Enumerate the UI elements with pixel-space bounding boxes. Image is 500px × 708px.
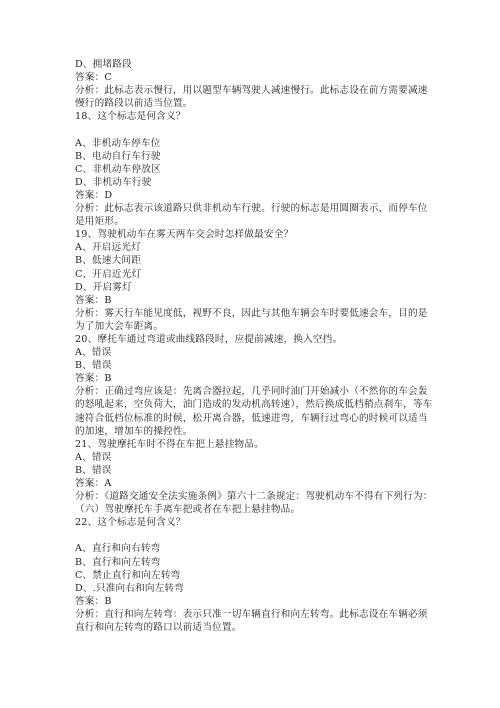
q19-question: 19、驾驶机动车在雾天两车交会时怎样做最安全？ (75, 229, 294, 241)
q18-analysis: 分析：此标志表示该道路只供非机动车行驶。行驶的标志是用圆圈表示，而停车位是用矩形。 (75, 203, 428, 228)
q19-analysis: 分析：雾天行车能见度低，视野不良，因此与其他车辆会车时要低速会车，目的是为了加大会车距离。 (75, 307, 428, 332)
q22-option-c: C、禁止直行和向左转弯 (75, 569, 181, 581)
q22-sign-space (75, 529, 435, 542)
q18-option-d: D、非机动车行驶 (75, 176, 152, 188)
q18-option-a: A、非机动车停车位 (75, 137, 161, 149)
q20-question: 20、摩托车通过弯道或曲线路段时，应提前减速，换入空挡。 (75, 333, 343, 345)
q19-option-c: C、开启近光灯 (75, 268, 142, 280)
q22-option-d: D、.只准向右和向左转弯 (75, 582, 185, 594)
q17-analysis: 分析：此标志表示慢行，用以题型车辆驾驶人减速慢行。此标志设在前方需要减速慢行的路段以前适当位置。 (75, 85, 428, 110)
q18-answer: 答案：D (75, 189, 113, 201)
q19-option-d: D、开启雾灯 (75, 281, 132, 293)
q21-option-b: B、错误 (75, 464, 112, 476)
q22-option-a: A、直行和向右转弯 (75, 543, 161, 555)
q18-option-b: B、电动自行车行驶 (75, 150, 161, 162)
q21-answer: 答案：A (75, 478, 112, 489)
q19-option-b: B、低速大间距 (75, 255, 142, 267)
document-page (75, 58, 435, 634)
q18-option-c: C、非机动车停放区 (75, 163, 161, 175)
q20-analysis: 分析：正确过弯应该是：先离合器拉起，几乎同时油门开始减小（不然你的车会轰的怒吼起来，空负荷大，油门造成的发动机高转速），然后换成低档稍点刹车，等车速符合低档位标准的时候，松开离合器，低速进弯，车辆行过弯心的时候可以适当的加速，增加车的操控性。 (75, 386, 433, 437)
q22-analysis: 分析：直行和向左转弯：表示只准一切车辆直行和向左转弯。此标志设在车辆必须直行和向左转弯的路口以前适当位置。 (75, 608, 428, 634)
q17-option-d: D、拥堵路段 (75, 59, 132, 70)
q18-question: 18、这个标志是何含义？ (75, 111, 186, 123)
q21-question: 21、驾驶摩托车时不得在车把上悬挂物品。 (75, 438, 264, 450)
q21-analysis: 分析：《道路交通安全法实施条例》第六十二条规定：驾驶机动车不得有下列行为：（六）驾驶摩托车手离车把或者在车把上悬挂物品。 (75, 491, 433, 516)
q18-sign-space (75, 123, 435, 136)
q17-answer: 答案：C (75, 72, 112, 84)
q20-answer: 答案：B (75, 373, 112, 385)
q19-option-a: A、开启远光灯 (75, 242, 141, 254)
q22-answer: 答案：B (75, 595, 112, 607)
q20-option-b: B、错误 (75, 360, 112, 372)
q21-option-a: A、错误 (75, 451, 112, 463)
q22-option-b: B、直行和向左转弯 (75, 556, 161, 568)
q19-answer: 答案：B (75, 294, 112, 306)
q22-question: 22、这个标志是何含义？ (75, 517, 186, 529)
q20-option-a: A、错误 (75, 347, 112, 359)
